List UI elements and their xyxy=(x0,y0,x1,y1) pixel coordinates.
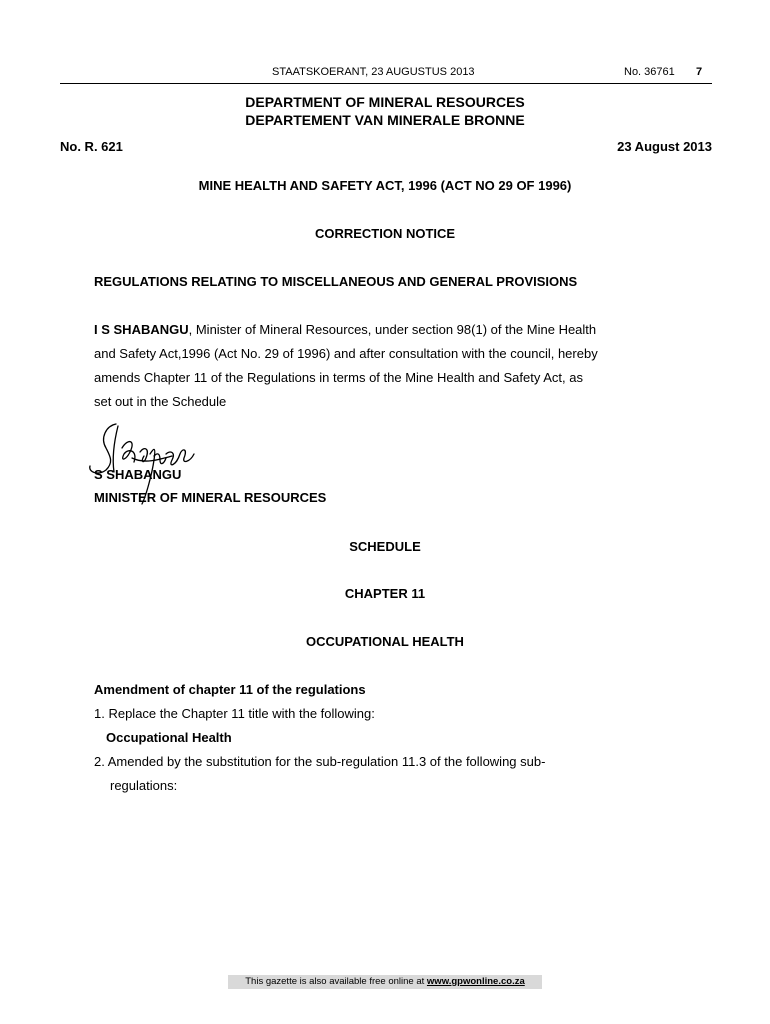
footer-banner xyxy=(228,975,542,989)
footer-link[interactable]: www.gpwonline.co.za xyxy=(426,976,525,987)
department-name-af: DEPARTEMENT VAN MINERALE BRONNE xyxy=(245,112,525,128)
amendment-heading: Amendment of chapter 11 of the regulations xyxy=(94,682,366,697)
minister-name: I S SHABANGU xyxy=(94,322,189,337)
chapter-title: OCCUPATIONAL HEALTH xyxy=(306,634,464,649)
page-number: 7 xyxy=(696,66,703,78)
department-name-en: DEPARTMENT OF MINERAL RESOURCES xyxy=(245,94,525,110)
intro-line-4: set out in the Schedule xyxy=(94,394,227,409)
notice-number: No. R. 621 xyxy=(60,139,123,154)
amendment-item-2: 2. Amended by the substitution for the sub-regulation 11.3 of the following sub- xyxy=(94,754,546,769)
schedule-heading: SCHEDULE xyxy=(349,539,421,554)
amendment-item-2-cont: regulations: xyxy=(110,778,178,793)
gazette-title: STAATSKOERANT, 23 AUGUSTUS 2013 xyxy=(272,66,475,78)
signatory-name: S SHABANGU xyxy=(94,467,182,482)
chapter-heading: CHAPTER 11 xyxy=(344,586,426,601)
gazette-number: No. 36761 xyxy=(624,66,675,78)
notice-date: 23 August 2013 xyxy=(617,139,712,154)
intro-line-3: amends Chapter 11 of the Regulations in terms of the Mine Health and Safety Act, as xyxy=(94,370,583,385)
signatory-title: MINISTER OF MINERAL RESOURCES xyxy=(94,490,327,505)
intro-line-1: I S SHABANGU, Minister of Mineral Resources, under section 98(1) of the Mine Health xyxy=(94,322,597,337)
correction-notice-heading: CORRECTION NOTICE xyxy=(314,226,456,241)
regulations-title: REGULATIONS RELATING TO MISCELLANEOUS AND GENERAL PROVISIONS xyxy=(94,274,578,289)
intro-line-2: and Safety Act,1996 (Act No. 29 of 1996) and after consultation with the council, hereby xyxy=(94,346,598,361)
amendment-item-1-sub: Occupational Health xyxy=(106,730,232,745)
act-title: MINE HEALTH AND SAFETY ACT, 1996 (ACT NO 29 OF 1996) xyxy=(198,178,572,193)
amendment-item-1: 1. Replace the Chapter 11 title with the following: xyxy=(94,706,375,721)
header-rule xyxy=(60,83,712,84)
footer-text: This gazette is also available free online at xyxy=(245,976,427,987)
